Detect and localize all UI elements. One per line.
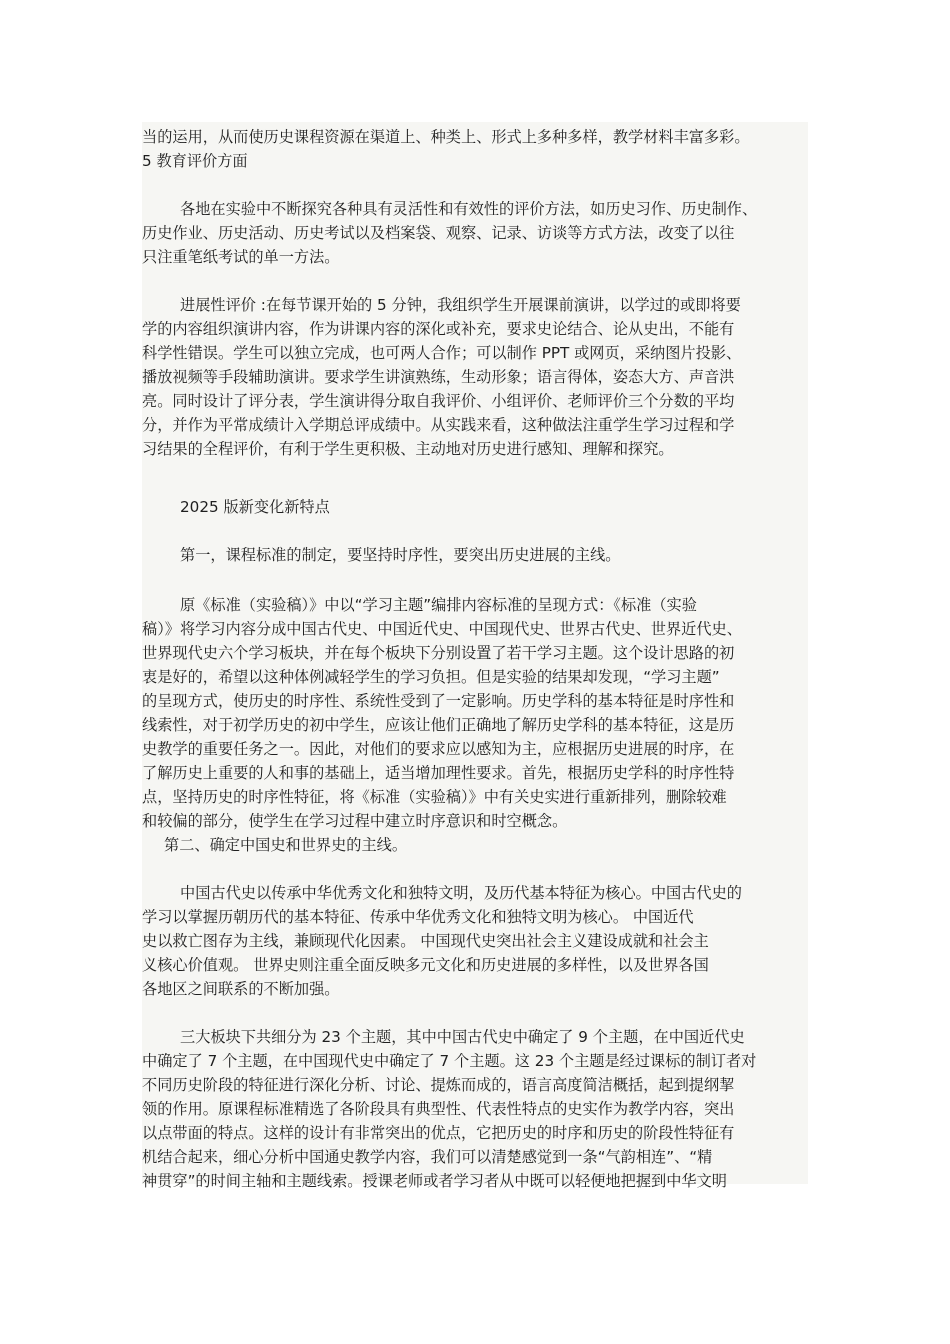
paragraph-line: 学习以掌握历朝历代的基本特征、传承中华优秀文化和独特文明为核心。 中国近代 <box>142 908 694 926</box>
paragraph-line: 三大板块下共细分为 23 个主题，其中中国古代史中确定了 9 个主题，在中国近代史 <box>180 1028 745 1046</box>
paragraph-line: 了解历史上重要的人和事的基础上，适当增加理性要求。首先，根据历史学科的时序性特 <box>142 764 735 782</box>
paragraph-line: 亮。同时设计了评分表，学生演讲得分取自我评价、小组评价、老师评价三个分数的平均 <box>142 392 735 410</box>
paragraph-line: 播放视频等手段辅助演讲。要求学生讲演熟练，生动形象；语言得体，姿态大方、声音洪 <box>142 368 735 386</box>
paragraph-line: 学的内容组织演讲内容，作为讲课内容的深化或补充，要求史论结合、论从史出，不能有 <box>142 320 735 338</box>
paragraph-line: 当的运用，从而使历史课程资源在渠道上、种类上、形式上多种多样，教学材料丰富多彩。 <box>142 128 750 146</box>
section-heading: 第二、确定中国史和世界史的主线。 <box>164 836 407 854</box>
paragraph-line: 不同历史阶段的特征进行深化分析、讨论、提炼而成的，语言高度简洁概括，起到提纲挈 <box>142 1076 735 1094</box>
paragraph-line: 机结合起来，细心分析中国通史教学内容，我们可以清楚感觉到一条“气韵相连”、“精 <box>142 1148 713 1166</box>
paragraph-line: 衷是好的，希望以这种体例减轻学生的学习负担。但是实验的结果却发现，“学习主题” <box>142 668 720 686</box>
paragraph-line: 中国古代史以传承中华优秀文化和独特文明，及历代基本特征为核心。中国古代史的 <box>180 884 742 902</box>
paragraph-line: 史以救亡图存为主线，兼顾现代化因素。 中国现代史突出社会主义建设成就和社会主 <box>142 932 709 950</box>
paragraph-line: 和较偏的部分，使学生在学习过程中建立时序意识和时空概念。 <box>142 812 568 830</box>
paragraph-line: 史教学的重要任务之一。因此，对他们的要求应以感知为主，应根据历史进展的时序，在 <box>142 740 735 758</box>
paragraph-line: 历史作业、历史活动、历史考试以及档案袋、观察、记录、访谈等方式方法，改变了以往 <box>142 224 735 242</box>
paragraph-line: 领的作用。原课程标准精选了各阶段具有典型性、代表性特点的史实作为教学内容，突出 <box>142 1100 735 1118</box>
paragraph-line: 原《标准（实验稿）》中以“学习主题”编排内容标准的呈现方式：《标准（实验 <box>180 596 697 614</box>
paragraph-line: 的呈现方式，使历史的时序性、系统性受到了一定影响。历史学科的基本特征是时序性和 <box>142 692 735 710</box>
paragraph-line: 世界现代史六个学习板块，并在每个板块下分别设置了若干学习主题。这个设计思路的初 <box>142 644 735 662</box>
paragraph-line: 第一，课程标准的制定，要坚持时序性，要突出历史进展的主线。 <box>180 546 621 564</box>
paragraph-line: 进展性评价 :在每节课开始的 5 分钟，我组织学生开展课前演讲，以学过的或即将要 <box>180 296 741 314</box>
section-heading: 2025 版新变化新特点 <box>180 498 330 516</box>
section-heading: 5 教育评价方面 <box>142 152 248 170</box>
paragraph-line: 稿）》将学习内容分成中国古代史、中国近代史、中国现代史、世界古代史、世界近代史、 <box>142 620 742 638</box>
paragraph-line: 中确定了 7 个主题，在中国现代史中确定了 7 个主题。这 23 个主题是经过课标的制订者对 <box>142 1052 757 1070</box>
paragraph-line: 线索性，对于初学历史的初中学生，应该让他们正确地了解历史学科的基本特征，这是历 <box>142 716 735 734</box>
paragraph-line: 只注重笔纸考试的单一方法。 <box>142 248 340 266</box>
paragraph-line: 义核心价值观。 世界史则注重全面反映多元文化和历史进展的多样性，以及世界各国 <box>142 956 709 974</box>
paragraph-line: 科学性错误。学生可以独立完成，也可两人合作；可以制作 PPT 或网页，采纳图片投影、 <box>142 344 742 362</box>
paragraph-line: 各地在实验中不断探究各种具有灵活性和有效性的评价方法，如历史习作、历史制作、 <box>180 200 758 218</box>
paragraph-line: 以点带面的特点。这样的设计有非常突出的优点，它把历史的时序和历史的阶段性特征有 <box>142 1124 735 1142</box>
paragraph-line: 点，坚持历史的时序性特征，将《标准（实验稿）》中有关史实进行重新排列，删除较难 <box>142 788 727 806</box>
paragraph-line: 神贯穿”的时间主轴和主题线索。授课老师或者学习者从中既可以轻便地把握到中华文明 <box>142 1172 727 1190</box>
document-body <box>142 122 808 1190</box>
paragraph-line: 习结果的全程评价，有利于学生更积极、主动地对历史进行感知、理解和探究。 <box>142 440 674 458</box>
paragraph-line: 分，并作为平常成绩计入学期总评成绩中。从实践来看，这种做法注重学生学习过程和学 <box>142 416 735 434</box>
paragraph-line: 各地区之间联系的不断加强。 <box>142 980 340 998</box>
